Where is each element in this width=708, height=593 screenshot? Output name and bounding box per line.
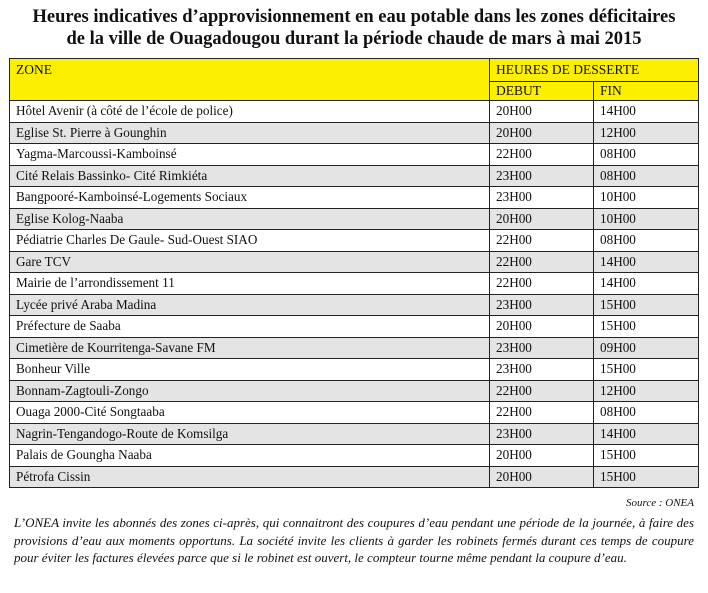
start-time-cell: 22H00: [490, 273, 594, 295]
table-row: [10, 380, 699, 402]
zone-cell: Hôtel Avenir (à côté de l’école de police): [10, 101, 490, 123]
table-row: [10, 230, 699, 252]
end-time-cell: 08H00: [594, 402, 699, 424]
end-time-cell: 12H00: [594, 380, 699, 402]
table-row: [10, 423, 699, 445]
end-time-cell: 09H00: [594, 337, 699, 359]
schedule-table: [9, 58, 699, 488]
table-row: [10, 402, 699, 424]
start-time-cell: 23H00: [490, 294, 594, 316]
start-time-cell: 22H00: [490, 251, 594, 273]
zone-cell: Bangpooré-Kamboinsé-Logements Sociaux: [10, 187, 490, 209]
table-row: [10, 316, 699, 338]
zone-cell: Pédiatrie Charles De Gaule- Sud-Ouest SIAO: [10, 230, 490, 252]
title-line-1: Heures indicatives d’approvisionnement en eau potable dans les zones déficitaires: [32, 7, 676, 27]
zone-cell: Gare TCV: [10, 251, 490, 273]
start-time-cell: 23H00: [490, 359, 594, 381]
table-row: [10, 122, 699, 144]
notice-paragraph: L’ONEA invite les abonnés des zones ci-après, qui connaitront des coupures d’eau pendant une période de la journée, à faire des provisions d’eau aux moments opportuns. La société invite les clients à garder les robinets fermés durant ces temps de coupure pour éviter les factures élevées parce que si le robinet est ouvert, le compteur tourne même pendant la coupure d’eau.: [14, 515, 694, 565]
table-row: [10, 337, 699, 359]
end-time-cell: 15H00: [594, 359, 699, 381]
end-time-cell: 10H00: [594, 208, 699, 230]
zone-cell: Yagma-Marcoussi-Kamboinsé: [10, 144, 490, 166]
table-row: [10, 273, 699, 295]
end-time-cell: 14H00: [594, 101, 699, 123]
start-time-cell: 20H00: [490, 445, 594, 467]
start-time-cell: 20H00: [490, 316, 594, 338]
table-row: [10, 165, 699, 187]
table-row: [10, 445, 699, 467]
end-time-cell: 12H00: [594, 122, 699, 144]
hours-column-header: HEURES DE DESSERTE: [490, 59, 699, 82]
table-row: [10, 359, 699, 381]
zone-cell: Eglise Kolog-Naaba: [10, 208, 490, 230]
zone-cell: Mairie de l’arrondissement 11: [10, 273, 490, 295]
zone-cell: Bonnam-Zagtouli-Zongo: [10, 380, 490, 402]
zone-cell: Nagrin-Tengandogo-Route de Komsilga: [10, 423, 490, 445]
end-time-cell: 08H00: [594, 230, 699, 252]
table-header-row: [10, 59, 699, 82]
table-row: [10, 466, 699, 488]
end-time-cell: 15H00: [594, 445, 699, 467]
table-row: [10, 101, 699, 123]
start-time-cell: 20H00: [490, 101, 594, 123]
zone-cell: Cité Relais Bassinko- Cité Rimkiéta: [10, 165, 490, 187]
end-time-cell: 08H00: [594, 144, 699, 166]
zone-cell: Lycée privé Araba Madina: [10, 294, 490, 316]
end-time-cell: 15H00: [594, 294, 699, 316]
start-time-cell: 22H00: [490, 230, 594, 252]
start-time-cell: 23H00: [490, 165, 594, 187]
end-time-cell: 08H00: [594, 165, 699, 187]
start-time-cell: 23H00: [490, 187, 594, 209]
zone-cell: Ouaga 2000-Cité Songtaaba: [10, 402, 490, 424]
table-row: [10, 251, 699, 273]
zone-column-header: ZONE: [10, 59, 490, 101]
start-time-cell: 22H00: [490, 402, 594, 424]
zone-cell: Préfecture de Saaba: [10, 316, 490, 338]
zone-cell: Bonheur Ville: [10, 359, 490, 381]
end-time-cell: 14H00: [594, 273, 699, 295]
zone-cell: Pétrofa Cissin: [10, 466, 490, 488]
start-column-header: DEBUT: [490, 82, 594, 101]
table-row: [10, 187, 699, 209]
zone-cell: Eglise St. Pierre à Gounghin: [10, 122, 490, 144]
start-time-cell: 22H00: [490, 380, 594, 402]
table-row: [10, 144, 699, 166]
end-time-cell: 14H00: [594, 423, 699, 445]
start-time-cell: 20H00: [490, 466, 594, 488]
end-time-cell: 15H00: [594, 316, 699, 338]
end-time-cell: 14H00: [594, 251, 699, 273]
start-time-cell: 22H00: [490, 144, 594, 166]
title-line-2: de la ville de Ouagadougou durant la période chaude de mars à mai 2015: [66, 29, 642, 49]
start-time-cell: 20H00: [490, 122, 594, 144]
table-row: [10, 208, 699, 230]
start-time-cell: 23H00: [490, 337, 594, 359]
end-column-header: FIN: [594, 82, 699, 101]
end-time-cell: 15H00: [594, 466, 699, 488]
table-row: [10, 294, 699, 316]
start-time-cell: 23H00: [490, 423, 594, 445]
source-credit: Source : ONEA: [625, 497, 694, 509]
document-title: [0, 6, 708, 50]
start-time-cell: 20H00: [490, 208, 594, 230]
zone-cell: Cimetière de Kourritenga-Savane FM: [10, 337, 490, 359]
end-time-cell: 10H00: [594, 187, 699, 209]
zone-cell: Palais de Goungha Naaba: [10, 445, 490, 467]
